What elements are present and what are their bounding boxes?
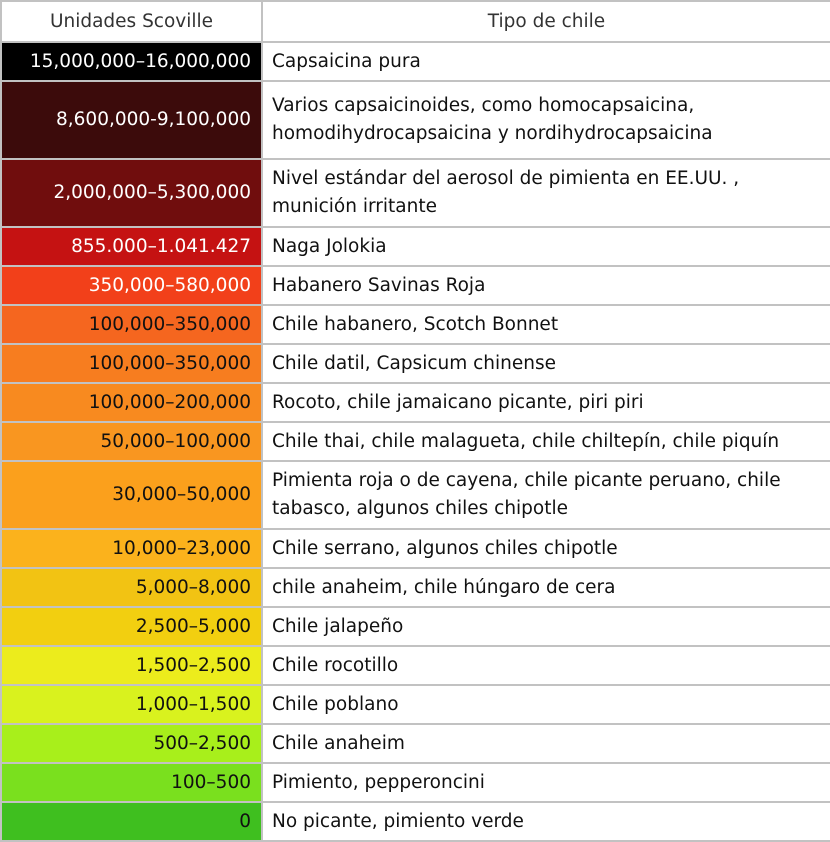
chile-type-cell: Rocoto, chile jamaicano picante, piri piri bbox=[262, 383, 830, 422]
table-row bbox=[1, 81, 830, 159]
chile-type-cell: Capsaicina pura bbox=[262, 42, 830, 81]
header-row bbox=[1, 1, 830, 42]
table-row bbox=[1, 802, 830, 841]
chile-type-cell: Chile rocotillo bbox=[262, 646, 830, 685]
scoville-range-cell: 8,600,000-9,100,000 bbox=[1, 81, 262, 159]
table-row bbox=[1, 568, 830, 607]
header-scoville-units: Unidades Scoville bbox=[1, 1, 262, 42]
chile-type-cell: Nivel estándar del aerosol de pimienta en EE.UU. , munición irritante bbox=[262, 159, 830, 227]
scoville-range-cell: 10,000–23,000 bbox=[1, 529, 262, 568]
chile-type-cell: Naga Jolokia bbox=[262, 227, 830, 266]
table-row bbox=[1, 42, 830, 81]
chile-type-cell: Chile poblano bbox=[262, 685, 830, 724]
table-row bbox=[1, 227, 830, 266]
table-row bbox=[1, 607, 830, 646]
table-row bbox=[1, 159, 830, 227]
chile-type-cell: Chile habanero, Scotch Bonnet bbox=[262, 305, 830, 344]
table-row bbox=[1, 266, 830, 305]
scoville-range-cell: 100–500 bbox=[1, 763, 262, 802]
scoville-range-cell: 350,000–580,000 bbox=[1, 266, 262, 305]
table-row bbox=[1, 685, 830, 724]
chile-type-cell: Varios capsaicinoides, como homocapsaicina, homodihydrocapsaicina y nordihydrocapsaicina bbox=[262, 81, 830, 159]
chile-type-cell: Chile anaheim bbox=[262, 724, 830, 763]
scoville-range-cell: 0 bbox=[1, 802, 262, 841]
chile-type-cell: chile anaheim, chile húngaro de cera bbox=[262, 568, 830, 607]
chile-type-cell: No picante, pimiento verde bbox=[262, 802, 830, 841]
chile-type-cell: Habanero Savinas Roja bbox=[262, 266, 830, 305]
table-row bbox=[1, 763, 830, 802]
scoville-range-cell: 1,500–2,500 bbox=[1, 646, 262, 685]
table-row bbox=[1, 724, 830, 763]
chile-type-cell: Chile serrano, algunos chiles chipotle bbox=[262, 529, 830, 568]
table-row bbox=[1, 344, 830, 383]
scoville-range-cell: 100,000–350,000 bbox=[1, 305, 262, 344]
header-chile-type: Tipo de chile bbox=[262, 1, 830, 42]
scoville-range-cell: 50,000–100,000 bbox=[1, 422, 262, 461]
scoville-range-cell: 15,000,000–16,000,000 bbox=[1, 42, 262, 81]
scoville-range-cell: 1,000–1,500 bbox=[1, 685, 262, 724]
scoville-range-cell: 30,000–50,000 bbox=[1, 461, 262, 529]
table-row bbox=[1, 422, 830, 461]
scoville-range-cell: 100,000–200,000 bbox=[1, 383, 262, 422]
chile-type-cell: Chile datil, Capsicum chinense bbox=[262, 344, 830, 383]
scoville-range-cell: 100,000–350,000 bbox=[1, 344, 262, 383]
table-row bbox=[1, 383, 830, 422]
scoville-range-cell: 5,000–8,000 bbox=[1, 568, 262, 607]
scoville-range-cell: 855.000–1.041.427 bbox=[1, 227, 262, 266]
chile-type-cell: Pimienta roja o de cayena, chile picante peruano, chile tabasco, algunos chiles chipotle bbox=[262, 461, 830, 529]
scoville-range-cell: 500–2,500 bbox=[1, 724, 262, 763]
chile-type-cell: Chile jalapeño bbox=[262, 607, 830, 646]
table-row bbox=[1, 529, 830, 568]
scoville-range-cell: 2,500–5,000 bbox=[1, 607, 262, 646]
table-row bbox=[1, 305, 830, 344]
table-row bbox=[1, 646, 830, 685]
table-row bbox=[1, 461, 830, 529]
chile-type-cell: Chile thai, chile malagueta, chile chiltepín, chile piquín bbox=[262, 422, 830, 461]
scoville-range-cell: 2,000,000–5,300,000 bbox=[1, 159, 262, 227]
chile-type-cell: Pimiento, pepperoncini bbox=[262, 763, 830, 802]
